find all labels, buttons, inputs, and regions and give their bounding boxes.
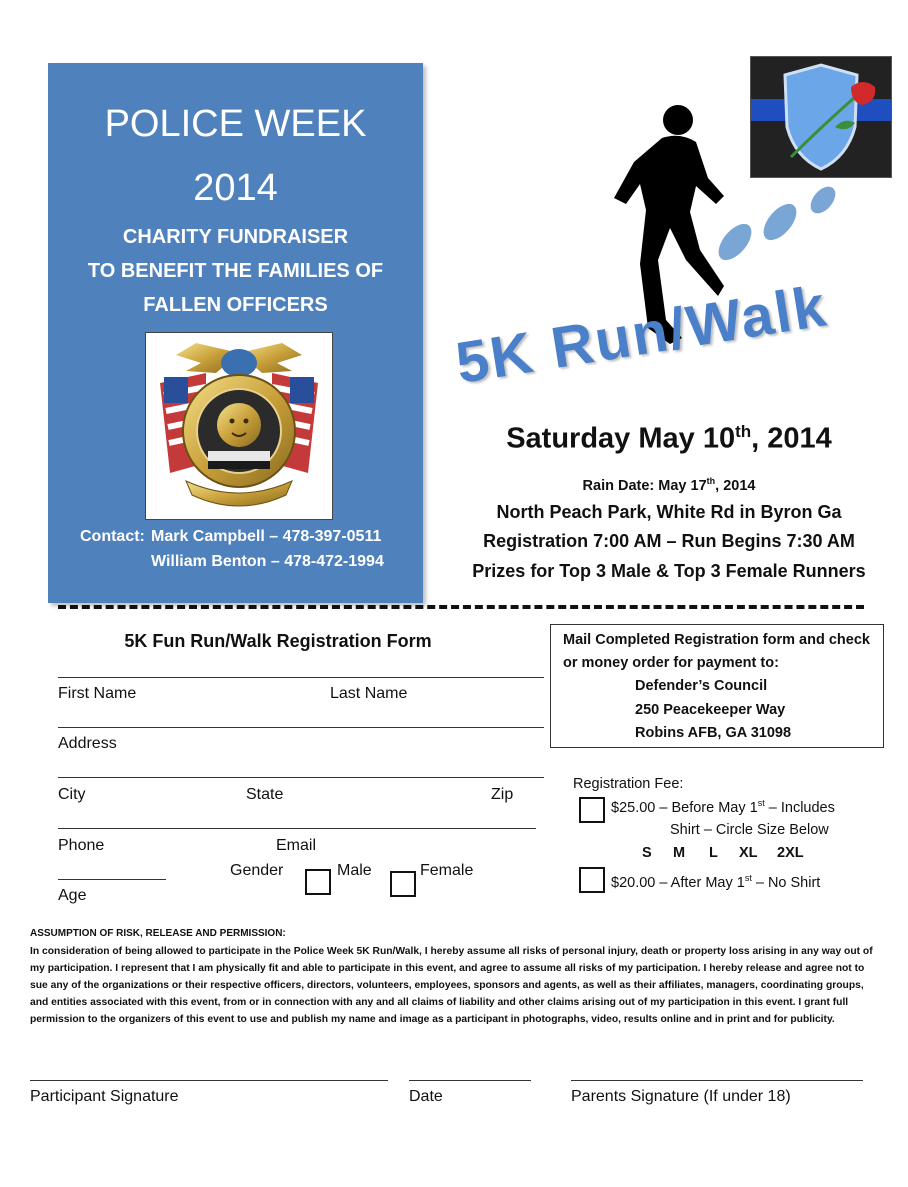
- address-label: Address: [58, 735, 117, 752]
- first-name-label: First Name: [58, 685, 137, 702]
- city-input-line[interactable]: [58, 777, 544, 778]
- shield-rose-icon: [751, 57, 891, 177]
- event-location: North Peach Park, White Rd in Byron Ga: [496, 502, 842, 522]
- fee1-checkbox[interactable]: [579, 797, 605, 823]
- fee1-suffix: – Includes: [764, 799, 835, 816]
- fee2-sup: st: [744, 873, 752, 883]
- city-label: City: [58, 786, 86, 803]
- participant-signature-label: Participant Signature: [30, 1088, 179, 1105]
- fee2-prefix: $20.00 – After May 1: [611, 874, 745, 891]
- participant-signature-line[interactable]: [30, 1080, 388, 1081]
- mail-line1: Mail Completed Registration form and check: [563, 632, 870, 648]
- mail-line2: or money order for payment to:: [563, 655, 779, 671]
- panel-subtitle-line3: FALLEN OFFICERS: [143, 294, 328, 316]
- name-input-line[interactable]: [58, 677, 544, 678]
- mail-street: 250 Peacekeeper Way: [635, 702, 786, 718]
- fee2-suffix: – No Shirt: [751, 874, 821, 891]
- contact-line2: William Benton – 478-472-1994: [151, 553, 384, 570]
- event-date-year: , 2014: [751, 422, 832, 455]
- age-input-line[interactable]: [58, 879, 166, 880]
- legal-body: In consideration of being allowed to participate in the Police Week 5K Run/Walk, I hereby assume all risks of personal injury, death or property loss arising in any way out of my participation. I represent that I am physically fit and able to participate in this event, and agree to assume all risks of my participation. I hereby release and agree not to sue any of the organizations or their respective officers, directors, volunteers, employees, sponsors and agents, as well as their affiliates, managers, coordinating groups, and entities associated with this event, from or in connection with any and all claims of liability and other claims arising out of my participation in this event. I grant full permission to the organizers of this event to use and publish my name and image as a participant in photographs, video, results online and in print and for publicity.: [30, 946, 873, 1025]
- zip-label: Zip: [491, 786, 514, 803]
- registration-time: Registration 7:00 AM – Run Begins 7:30 AM: [483, 531, 855, 551]
- date-signature-line[interactable]: [409, 1080, 531, 1081]
- legal-heading: ASSUMPTION OF RISK, RELEASE AND PERMISSION:: [30, 928, 286, 939]
- size-xl[interactable]: XL: [739, 845, 758, 861]
- event-date-sup: th: [735, 422, 752, 441]
- age-label: Age: [58, 887, 87, 904]
- female-checkbox[interactable]: [390, 871, 416, 897]
- rain-date-sup: th: [706, 476, 716, 486]
- rain-date-main: Rain Date: May 17: [582, 477, 707, 494]
- fee1-prefix: $25.00 – Before May 1: [611, 799, 758, 816]
- memorial-badge-icon: [146, 333, 332, 519]
- panel-subtitle-line1: CHARITY FUNDRAISER: [122, 226, 349, 248]
- male-checkbox[interactable]: [305, 869, 331, 895]
- fee1-text: [611, 798, 835, 816]
- size-2xl[interactable]: 2XL: [777, 845, 804, 861]
- form-title: 5K Fun Run/Walk Registration Form: [124, 631, 432, 651]
- fee1-line2: Shirt – Circle Size Below: [670, 822, 829, 838]
- panel-subtitle-line2: TO BENEFIT THE FAMILIES OF: [87, 260, 384, 282]
- police-shield-logo: [750, 56, 892, 178]
- memorial-badge-image: [145, 332, 333, 520]
- fee1-sup: st: [757, 798, 765, 808]
- phone-input-line[interactable]: [58, 828, 536, 829]
- panel-title-line2: 2014: [193, 167, 278, 209]
- address-input-line[interactable]: [58, 727, 544, 728]
- registration-fee-label: Registration Fee:: [573, 776, 684, 792]
- event-date: [430, 422, 908, 456]
- size-s[interactable]: S: [642, 845, 652, 861]
- mail-city: Robins AFB, GA 31098: [635, 725, 792, 741]
- footprints-icon: [705, 182, 845, 272]
- size-m[interactable]: M: [673, 845, 686, 861]
- last-name-label: Last Name: [330, 685, 408, 702]
- fee2-text: [611, 873, 820, 891]
- female-label: Female: [420, 862, 474, 879]
- prizes-info: Prizes for Top 3 Male & Top 3 Female Runners: [472, 561, 866, 581]
- state-label: State: [246, 786, 284, 803]
- run-walk-title: 5K Run/Walk: [451, 273, 832, 397]
- email-label: Email: [276, 837, 317, 854]
- rain-date: [430, 476, 908, 494]
- phone-label: Phone: [58, 837, 105, 854]
- date-signature-label: Date: [409, 1088, 443, 1105]
- mail-org: Defender’s Council: [635, 678, 768, 694]
- male-label: Male: [337, 862, 372, 879]
- rain-date-year: , 2014: [715, 477, 756, 494]
- parents-signature-label: Parents Signature (If under 18): [571, 1088, 791, 1105]
- fee2-checkbox[interactable]: [579, 867, 605, 893]
- cut-line-divider: [58, 605, 864, 609]
- gender-label: Gender: [230, 862, 284, 879]
- size-l[interactable]: L: [709, 845, 718, 861]
- contact-line1: Mark Campbell – 478-397-0511: [151, 528, 382, 545]
- contact-label: Contact:: [80, 528, 145, 545]
- parents-signature-line[interactable]: [571, 1080, 863, 1081]
- event-date-main: Saturday May 10: [506, 422, 736, 455]
- panel-title-line1: POLICE WEEK: [104, 103, 367, 145]
